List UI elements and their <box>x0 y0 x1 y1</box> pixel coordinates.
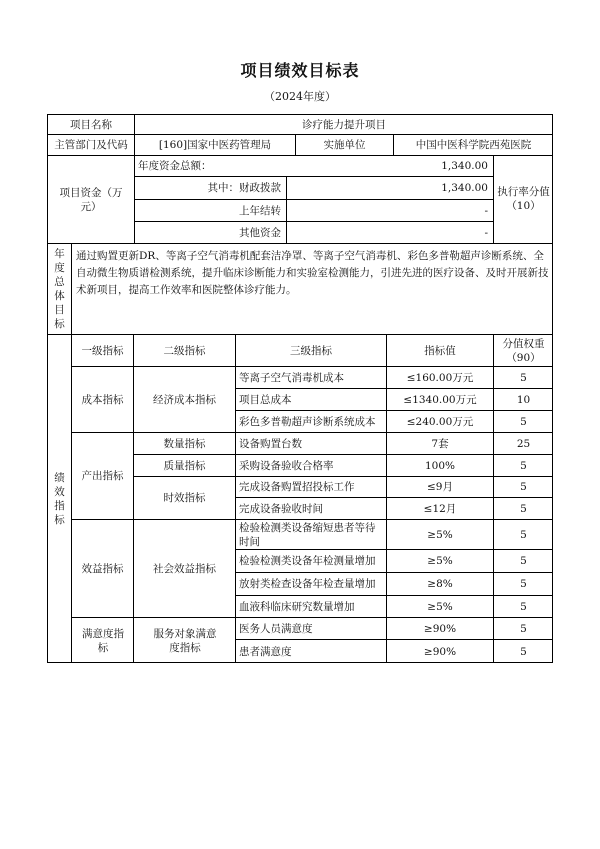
row-weight: 5 <box>520 502 527 515</box>
unit-value: 中国中医科学院西苑医院 <box>415 139 532 151</box>
indicators-section-label: 绩效指标 <box>54 471 65 526</box>
row-weight: 5 <box>520 528 527 541</box>
level1-satisfaction: 满意度指标 <box>82 627 124 654</box>
row-value: ≤12月 <box>423 502 457 515</box>
row-weight: 5 <box>520 371 527 384</box>
goal-text: 通过购置更新DR、等离子空气消毒机配套洁净罩、等离子空气消毒机、彩色多普勒超声诊断系统、全自动微生物质谱检测系统，提升临床诊断能力和实验室检测能力，引进先进的医疗设备、及时开展新技术新项目，提高工作效率和医院整体诊疗能力。 <box>76 250 549 296</box>
row-value: ≥90% <box>423 622 457 635</box>
row-weight: 5 <box>520 415 527 428</box>
row-value: ≥90% <box>423 645 457 658</box>
row-name: 检验检测类设备年检测量增加 <box>239 555 376 567</box>
row-value: 100% <box>424 459 456 472</box>
dept-label: 主管部门及代码 <box>54 139 128 151</box>
row-weight: 25 <box>516 437 531 450</box>
row-name: 医务人员满意度 <box>239 622 313 635</box>
row-value: 7套 <box>431 437 449 450</box>
row-weight: 5 <box>520 622 527 635</box>
unit-label: 实施单位 <box>323 139 366 151</box>
row-value: ≤9月 <box>427 481 453 493</box>
level2-quantity: 数量指标 <box>163 437 206 450</box>
row-name: 完成设备购置招投标工作 <box>239 481 355 493</box>
level2-quality: 质量指标 <box>163 459 206 472</box>
funds-total-value: 1,340.00 <box>441 160 488 172</box>
exec-rate-label: 执行率分值（10） <box>497 186 550 212</box>
row-name: 血液科临床研究数量增加 <box>239 600 355 613</box>
level1-cost: 成本指标 <box>81 393 124 406</box>
header-level2: 二级指标 <box>163 344 206 357</box>
row-name: 采购设备验收合格率 <box>239 459 334 472</box>
level2-social-benefit: 社会效益指标 <box>153 562 216 575</box>
row-value: ≥8% <box>427 578 453 590</box>
row-weight: 5 <box>520 645 527 658</box>
header-weight: 分值权重（90） <box>502 337 545 364</box>
row-name: 患者满意度 <box>239 645 292 658</box>
row-weight: 5 <box>520 459 527 472</box>
header-level1: 一级指标 <box>81 344 124 357</box>
project-name-label: 项目名称 <box>70 118 112 131</box>
project-name-value: 诊疗能力提升项目 <box>302 118 386 131</box>
funds-fiscal-label: 其中：财政拨款 <box>207 182 281 194</box>
row-name: 彩色多普勒超声诊断系统成本 <box>239 415 376 428</box>
row-name: 检验检测类设备缩短患者等待时间 <box>239 521 376 548</box>
row-weight: 5 <box>520 481 527 493</box>
row-value: ≥5% <box>427 600 453 613</box>
header-value: 指标值 <box>424 344 456 357</box>
dept-value: [160]国家中医药管理局 <box>158 139 272 151</box>
row-name: 设备购置台数 <box>239 437 302 450</box>
row-value: ≤1340.00万元 <box>403 393 477 406</box>
level2-cost: 经济成本指标 <box>153 393 216 406</box>
funds-other-value: - <box>484 227 488 239</box>
row-weight: 10 <box>516 393 531 406</box>
row-weight: 5 <box>520 555 527 567</box>
row-name: 项目总成本 <box>239 393 292 406</box>
funds-carry-label: 上年结转 <box>239 205 281 217</box>
row-name: 放射类检查设备年检查量增加 <box>239 578 376 590</box>
funds-label: 项目资金（万元） <box>59 186 123 213</box>
row-name: 完成设备验收时间 <box>239 502 323 515</box>
row-value: ≥5% <box>427 528 453 541</box>
row-weight: 5 <box>520 600 527 613</box>
row-value: ≥5% <box>427 555 453 567</box>
row-name: 等离子空气消毒机成本 <box>239 371 344 384</box>
row-value: ≤160.00万元 <box>406 371 474 384</box>
document-year: （2024年度） <box>264 90 336 103</box>
document-title: 项目绩效目标表 <box>240 61 360 80</box>
goal-label: 年度总体目标 <box>54 248 65 330</box>
level2-timeliness: 时效指标 <box>163 492 206 504</box>
level1-output: 产出指标 <box>81 470 124 482</box>
level1-benefit: 效益指标 <box>81 562 124 575</box>
header-level3: 三级指标 <box>290 344 332 357</box>
level2-satisfaction: 服务对象满意度指标 <box>153 627 217 654</box>
row-weight: 5 <box>520 578 527 590</box>
funds-other-label: 其他资金 <box>239 227 281 239</box>
funds-fiscal-value: 1,340.00 <box>441 182 488 194</box>
funds-carry-value: - <box>484 205 488 217</box>
row-value: ≤240.00万元 <box>406 415 474 428</box>
funds-total-label: 年度资金总额： <box>138 160 212 172</box>
